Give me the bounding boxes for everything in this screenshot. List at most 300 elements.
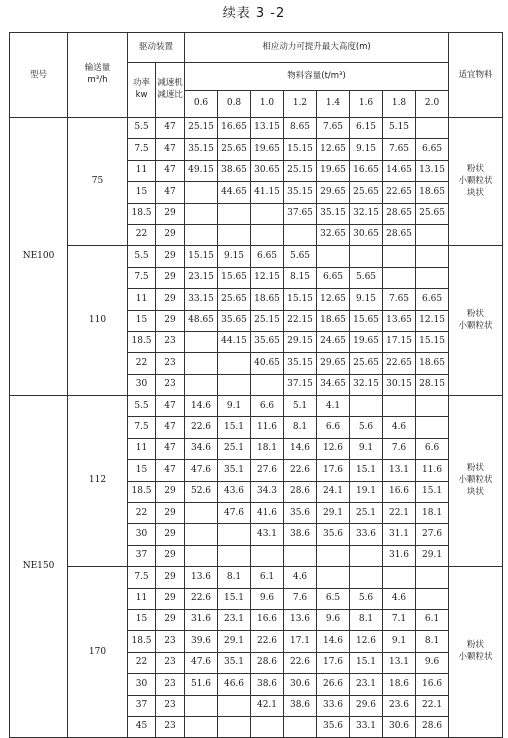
lift-cell: 35.6 (317, 716, 350, 737)
lift-cell: 25.1 (350, 503, 383, 524)
material-line: 粉状 (467, 163, 485, 174)
lift-cell: 7.65 (317, 118, 350, 139)
lift-cell: 9.1 (350, 438, 383, 459)
lift-cell: 9.6 (251, 588, 284, 609)
flow-cell: 112 (68, 396, 128, 567)
lift-cell: 13.1 (383, 652, 416, 673)
lift-cell: 9.1 (218, 396, 251, 417)
lift-cell: 6.65 (416, 139, 449, 160)
lift-cell: 12.15 (251, 267, 284, 288)
lift-cell: 35.65 (218, 310, 251, 331)
lift-cell: 26.6 (317, 674, 350, 695)
lift-cell: 9.15 (350, 139, 383, 160)
lift-cell: 17.6 (317, 652, 350, 673)
header-ratio-line1: 减速机 (157, 78, 183, 89)
lift-cell: 6.65 (416, 289, 449, 310)
lift-cell: 42.1 (251, 695, 284, 716)
lift-cell: 43.6 (218, 481, 251, 502)
lift-cell: 17.15 (383, 331, 416, 352)
lift-cell (185, 331, 218, 352)
lift-cell: 18.65 (317, 310, 350, 331)
header-flow-label: 输送量 (84, 63, 111, 74)
lift-cell: 6.1 (251, 567, 284, 588)
lift-cell: 9.6 (317, 609, 350, 630)
lift-cell (218, 524, 251, 545)
lift-cell: 16.65 (218, 118, 251, 139)
lift-cell: 22.6 (185, 417, 218, 438)
power-cell: 22 (128, 503, 156, 524)
lift-cell: 15.15 (416, 331, 449, 352)
lift-cell: 47.6 (185, 460, 218, 481)
ratio-cell: 29 (156, 567, 185, 588)
lift-cell: 47.6 (218, 503, 251, 524)
lift-cell: 25.65 (350, 182, 383, 203)
lift-cell: 4.6 (383, 588, 416, 609)
power-cell: 22 (128, 353, 156, 374)
lift-cell (416, 417, 449, 438)
lift-cell: 28.65 (383, 224, 416, 245)
ratio-cell: 47 (156, 118, 185, 139)
ratio-cell: 29 (156, 524, 185, 545)
header-density: 2.0 (416, 91, 449, 118)
lift-cell (251, 224, 284, 245)
lift-cell (218, 353, 251, 374)
lift-cell (218, 545, 251, 566)
lift-cell: 30.15 (383, 374, 416, 395)
lift-cell (251, 545, 284, 566)
lift-cell: 25.15 (251, 310, 284, 331)
lift-cell (350, 545, 383, 566)
lift-cell: 13.6 (185, 567, 218, 588)
lift-cell: 38.6 (251, 674, 284, 695)
lift-cell: 6.65 (251, 246, 284, 267)
power-cell: 18.5 (128, 631, 156, 652)
ratio-cell: 29 (156, 246, 185, 267)
lift-cell: 24.1 (317, 481, 350, 502)
lift-cell (185, 353, 218, 374)
power-cell: 7.5 (128, 139, 156, 160)
lift-cell: 12.6 (317, 438, 350, 459)
lift-cell (185, 374, 218, 395)
ratio-cell: 47 (156, 417, 185, 438)
lift-cell: 27.6 (416, 524, 449, 545)
lift-cell: 11.6 (416, 460, 449, 481)
header-density: 1.0 (251, 91, 284, 118)
power-cell: 45 (128, 716, 156, 737)
lift-cell (185, 695, 218, 716)
lift-cell: 14.6 (185, 396, 218, 417)
power-cell: 11 (128, 289, 156, 310)
lift-cell: 9.15 (350, 289, 383, 310)
lift-cell: 5.1 (284, 396, 317, 417)
lift-cell (416, 118, 449, 139)
ratio-cell: 23 (156, 631, 185, 652)
material-cell (449, 246, 503, 396)
lift-cell: 32.15 (350, 203, 383, 224)
lift-cell: 13.65 (383, 310, 416, 331)
header-drive: 驱动装置 (128, 33, 185, 63)
lift-cell (317, 545, 350, 566)
lift-cell: 9.6 (416, 652, 449, 673)
power-cell: 11 (128, 160, 156, 181)
lift-cell: 4.6 (284, 567, 317, 588)
lift-cell: 13.1 (383, 460, 416, 481)
lift-cell (416, 267, 449, 288)
power-cell: 18.5 (128, 331, 156, 352)
material-line: 小颗粒状 (458, 320, 493, 331)
lift-cell: 39.6 (185, 631, 218, 652)
lift-cell: 4.6 (383, 417, 416, 438)
ratio-cell: 29 (156, 588, 185, 609)
power-cell: 18.5 (128, 481, 156, 502)
header-power-label: 功率 (132, 78, 150, 89)
lift-cell: 23.1 (350, 674, 383, 695)
lift-cell (185, 182, 218, 203)
ratio-cell: 23 (156, 353, 185, 374)
lift-cell: 7.1 (383, 609, 416, 630)
header-power (128, 63, 156, 118)
lift-cell: 16.65 (350, 160, 383, 181)
flow-cell: 110 (68, 246, 128, 396)
power-cell: 15 (128, 460, 156, 481)
header-ratio-line2: 减速比 (157, 90, 183, 100)
lift-cell: 35.15 (284, 353, 317, 374)
lift-cell: 16.6 (416, 674, 449, 695)
lift-cell: 31.6 (185, 609, 218, 630)
lift-cell: 5.6 (350, 588, 383, 609)
power-cell: 22 (128, 224, 156, 245)
lift-cell: 6.15 (350, 118, 383, 139)
specification-table (9, 32, 503, 738)
lift-cell: 31.1 (383, 524, 416, 545)
ratio-cell: 47 (156, 396, 185, 417)
lift-cell: 29.6 (350, 695, 383, 716)
lift-cell: 40.65 (251, 353, 284, 374)
lift-cell: 12.65 (317, 139, 350, 160)
lift-cell: 18.65 (416, 182, 449, 203)
header-density: 1.2 (284, 91, 317, 118)
lift-cell: 23.15 (185, 267, 218, 288)
lift-cell: 22.65 (383, 182, 416, 203)
lift-cell: 22.1 (383, 503, 416, 524)
lift-cell: 25.15 (284, 160, 317, 181)
material-line: 块状 (467, 187, 485, 198)
lift-cell: 34.65 (317, 374, 350, 395)
lift-cell (383, 246, 416, 267)
material-line: 小颗粒状 (458, 652, 493, 663)
flow-cell: 170 (68, 567, 128, 738)
header-density: 0.6 (185, 91, 218, 118)
lift-cell (350, 246, 383, 267)
lift-cell: 5.65 (350, 267, 383, 288)
table-row (10, 118, 503, 139)
lift-cell: 30.6 (284, 674, 317, 695)
lift-cell: 28.65 (383, 203, 416, 224)
lift-cell: 30.65 (251, 160, 284, 181)
lift-cell: 8.1 (218, 567, 251, 588)
lift-cell: 15.65 (218, 267, 251, 288)
lift-cell (185, 503, 218, 524)
lift-cell: 15.15 (185, 246, 218, 267)
lift-cell: 7.6 (284, 588, 317, 609)
ratio-cell: 47 (156, 438, 185, 459)
ratio-cell: 23 (156, 331, 185, 352)
table-row (10, 396, 503, 417)
lift-cell: 51.6 (185, 674, 218, 695)
lift-cell: 23.1 (218, 609, 251, 630)
header-density: 1.8 (383, 91, 416, 118)
lift-cell: 4.1 (317, 396, 350, 417)
lift-cell: 29.1 (416, 545, 449, 566)
lift-cell (218, 374, 251, 395)
lift-cell: 6.6 (416, 438, 449, 459)
header-density: 1.4 (317, 91, 350, 118)
header-capacity: 物料容量(t/m³) (185, 63, 449, 91)
lift-cell (185, 524, 218, 545)
ratio-cell: 47 (156, 460, 185, 481)
material-line: 小颗粒状 (458, 175, 493, 186)
lift-cell: 15.1 (416, 481, 449, 502)
material-line: 块状 (467, 487, 485, 498)
lift-cell (416, 588, 449, 609)
lift-cell: 13.6 (284, 609, 317, 630)
lift-cell: 52.6 (185, 481, 218, 502)
header-density: 0.8 (218, 91, 251, 118)
lift-cell: 35.1 (218, 460, 251, 481)
header-density: 1.6 (350, 91, 383, 118)
lift-cell: 30.6 (383, 716, 416, 737)
lift-cell: 25.65 (416, 203, 449, 224)
model-cell: NE100 (10, 118, 68, 396)
lift-cell (284, 716, 317, 737)
lift-cell: 35.15 (284, 182, 317, 203)
lift-cell: 33.6 (317, 695, 350, 716)
lift-cell: 8.1 (416, 631, 449, 652)
power-cell: 5.5 (128, 396, 156, 417)
lift-cell: 44.15 (218, 331, 251, 352)
header-flow (68, 33, 128, 118)
lift-cell: 22.6 (284, 652, 317, 673)
ratio-cell: 29 (156, 267, 185, 288)
ratio-cell: 29 (156, 503, 185, 524)
lift-cell (416, 246, 449, 267)
lift-cell: 14.6 (317, 631, 350, 652)
lift-cell: 29.65 (317, 353, 350, 374)
power-cell: 37 (128, 695, 156, 716)
lift-cell: 17.1 (284, 631, 317, 652)
lift-cell: 5.15 (383, 118, 416, 139)
ratio-cell: 23 (156, 716, 185, 737)
lift-cell (284, 545, 317, 566)
lift-cell: 13.15 (416, 160, 449, 181)
lift-cell: 19.1 (350, 481, 383, 502)
lift-cell (317, 567, 350, 588)
lift-cell: 30.65 (350, 224, 383, 245)
lift-cell (416, 396, 449, 417)
material-cell (449, 396, 503, 567)
ratio-cell: 29 (156, 310, 185, 331)
lift-cell: 6.5 (317, 588, 350, 609)
flow-cell: 75 (68, 118, 128, 246)
lift-cell: 6.65 (317, 267, 350, 288)
header-power-unit: kw (135, 90, 148, 100)
lift-cell (185, 716, 218, 737)
lift-cell: 15.15 (284, 289, 317, 310)
table-caption: 续表 3 -2 (222, 6, 286, 21)
lift-cell: 29.65 (317, 182, 350, 203)
material-cell (449, 118, 503, 246)
lift-cell: 22.6 (251, 631, 284, 652)
lift-cell (383, 267, 416, 288)
lift-cell: 38.6 (284, 524, 317, 545)
lift-cell: 29.1 (218, 631, 251, 652)
lift-cell: 5.65 (284, 246, 317, 267)
lift-cell: 15.65 (350, 310, 383, 331)
lift-cell: 48.65 (185, 310, 218, 331)
lift-cell: 33.6 (350, 524, 383, 545)
lift-cell: 25.65 (218, 139, 251, 160)
lift-cell: 28.15 (416, 374, 449, 395)
lift-cell: 14.65 (383, 160, 416, 181)
header-flow-unit: m³/h (87, 75, 108, 85)
lift-cell: 23.6 (383, 695, 416, 716)
lift-cell: 27.6 (251, 460, 284, 481)
lift-cell: 9.1 (383, 631, 416, 652)
lift-cell: 46.6 (218, 674, 251, 695)
lift-cell: 12.6 (350, 631, 383, 652)
lift-cell (218, 203, 251, 224)
lift-cell: 35.6 (284, 503, 317, 524)
power-cell: 7.5 (128, 417, 156, 438)
lift-cell: 5.6 (350, 417, 383, 438)
lift-cell: 12.15 (416, 310, 449, 331)
power-cell: 15 (128, 310, 156, 331)
power-cell: 30 (128, 374, 156, 395)
lift-cell: 18.65 (251, 289, 284, 310)
lift-cell (185, 203, 218, 224)
lift-cell: 18.65 (416, 353, 449, 374)
material-line: 粉状 (467, 640, 485, 651)
table-row (10, 567, 503, 588)
lift-cell (251, 716, 284, 737)
power-cell: 7.5 (128, 567, 156, 588)
header-lift: 相应动力可提升最大高度(m) (185, 33, 449, 63)
lift-cell: 38.6 (284, 695, 317, 716)
lift-cell: 19.65 (251, 139, 284, 160)
lift-cell: 35.1 (218, 652, 251, 673)
power-cell: 22 (128, 652, 156, 673)
lift-cell (218, 695, 251, 716)
lift-cell: 17.6 (317, 460, 350, 481)
lift-cell: 25.15 (185, 118, 218, 139)
power-cell: 37 (128, 545, 156, 566)
header-ratio (156, 63, 185, 118)
lift-cell: 22.6 (185, 588, 218, 609)
lift-cell (350, 567, 383, 588)
ratio-cell: 23 (156, 695, 185, 716)
lift-cell: 41.6 (251, 503, 284, 524)
lift-cell: 28.6 (284, 481, 317, 502)
lift-cell: 37.65 (284, 203, 317, 224)
lift-cell: 6.6 (317, 417, 350, 438)
lift-cell: 18.1 (251, 438, 284, 459)
ratio-cell: 23 (156, 652, 185, 673)
lift-cell: 8.65 (284, 118, 317, 139)
lift-cell: 12.65 (317, 289, 350, 310)
lift-cell: 22.15 (284, 310, 317, 331)
lift-cell (185, 224, 218, 245)
material-cell (449, 567, 503, 738)
lift-cell: 33.15 (185, 289, 218, 310)
lift-cell: 7.65 (383, 139, 416, 160)
lift-cell: 14.6 (284, 438, 317, 459)
lift-cell (251, 374, 284, 395)
lift-cell: 15.1 (350, 460, 383, 481)
lift-cell: 19.65 (317, 160, 350, 181)
ratio-cell: 29 (156, 289, 185, 310)
ratio-cell: 29 (156, 224, 185, 245)
lift-cell: 15.1 (350, 652, 383, 673)
lift-cell: 28.6 (416, 716, 449, 737)
lift-cell: 35.65 (251, 331, 284, 352)
lift-cell (251, 203, 284, 224)
lift-cell: 34.6 (185, 438, 218, 459)
lift-cell: 16.6 (251, 609, 284, 630)
lift-cell (218, 716, 251, 737)
lift-cell: 22.65 (383, 353, 416, 374)
lift-cell: 33.1 (350, 716, 383, 737)
power-cell: 30 (128, 524, 156, 545)
power-cell: 15 (128, 182, 156, 203)
lift-cell: 22.6 (284, 460, 317, 481)
lift-cell: 11.6 (251, 417, 284, 438)
lift-cell: 7.65 (383, 289, 416, 310)
lift-cell: 25.65 (218, 289, 251, 310)
power-cell: 30 (128, 674, 156, 695)
lift-cell (218, 224, 251, 245)
ratio-cell: 23 (156, 374, 185, 395)
ratio-cell: 29 (156, 545, 185, 566)
lift-cell: 35.15 (317, 203, 350, 224)
material-line: 粉状 (467, 463, 485, 474)
lift-cell: 32.15 (350, 374, 383, 395)
lift-cell: 7.6 (383, 438, 416, 459)
lift-cell (317, 246, 350, 267)
lift-cell: 29.1 (317, 503, 350, 524)
lift-cell: 35.15 (185, 139, 218, 160)
lift-cell (284, 224, 317, 245)
lift-cell (383, 396, 416, 417)
lift-cell: 41.15 (251, 182, 284, 203)
lift-cell: 24.65 (317, 331, 350, 352)
power-cell: 5.5 (128, 118, 156, 139)
lift-cell: 47.6 (185, 652, 218, 673)
power-cell: 5.5 (128, 246, 156, 267)
ratio-cell: 47 (156, 139, 185, 160)
power-cell: 11 (128, 588, 156, 609)
lift-cell: 8.15 (284, 267, 317, 288)
lift-cell: 15.15 (284, 139, 317, 160)
lift-cell: 16.6 (383, 481, 416, 502)
lift-cell (383, 567, 416, 588)
power-cell: 11 (128, 438, 156, 459)
lift-cell: 25.1 (218, 438, 251, 459)
power-cell: 18.5 (128, 203, 156, 224)
lift-cell (350, 396, 383, 417)
lift-cell (416, 567, 449, 588)
material-line: 小颗粒状 (458, 475, 493, 486)
ratio-cell: 23 (156, 674, 185, 695)
